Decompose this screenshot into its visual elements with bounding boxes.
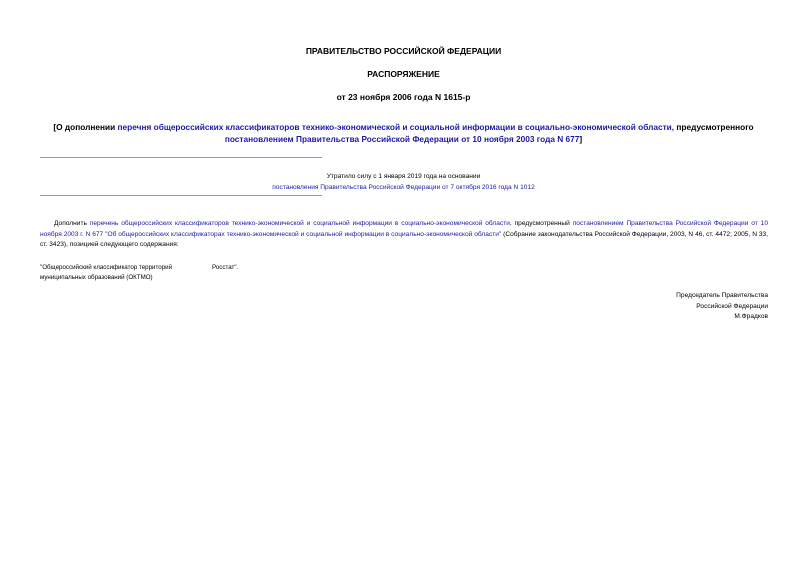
signature-name: М.Фрадков [734,313,768,320]
subject-middle: предусмотренного [674,122,754,132]
signature-title: Председатель Правительства [676,292,768,299]
divider-top [40,157,322,158]
classifier-position-name: "Общероссийский классификатор территорий муниципальных образований (ОКТМО) [40,264,173,281]
document-subject [40,121,767,145]
classifier-list-body-link[interactable]: перечень общероссийских классификаторов технико-экономической и социальной информации в социально-экономической области, [89,220,512,227]
body-text-end: (Собрание законодательства Российской Федерации, 2003, N 46, ст. 4472; 2005, N 33, ст. 3423), позицией следующего содержания: [40,230,769,248]
status-text: Утратило силу с 1 января 2019 года на основании [326,173,481,180]
resolution-1012-link[interactable]: постановления Правительства Российской Федерации от 7 октября 2016 года N 1012 [272,184,535,191]
document-date: от 23 ноября 2006 года N 1615-р [336,92,471,102]
body-text-start: Дополнить [54,220,90,227]
signature-country: Российской Федерации [696,302,768,310]
resolution-677-link[interactable]: постановлением Правительства Российской Федерации от 10 ноября 2003 года N 677 [224,134,580,144]
body-paragraph [40,219,768,251]
document-type: РАСПОРЯЖЕНИЕ [367,69,440,79]
divider-bottom [40,195,322,196]
classifier-list-link[interactable]: перечня общероссийских классификаторов технико-экономической и социальной информации в социально-экономической области, [117,122,675,132]
classifier-position-org: Росстат". [212,264,239,271]
status-note [40,171,767,193]
signature-block [676,291,768,323]
subject-suffix: ] [579,134,583,144]
resolution-677-body-link[interactable]: постановлением Правительства Российской Федерации от 10 ноября 2003 г. N 677 "Об общероссийских классификаторах технико-экономической и социальной информации в социально-экономической области" [40,220,768,238]
government-title: ПРАВИТЕЛЬСТВО РОССИЙСКОЙ ФЕДЕРАЦИИ [305,46,502,56]
subject-prefix: [О дополнении [53,122,118,132]
body-text-middle: предусмотренный [511,220,573,227]
